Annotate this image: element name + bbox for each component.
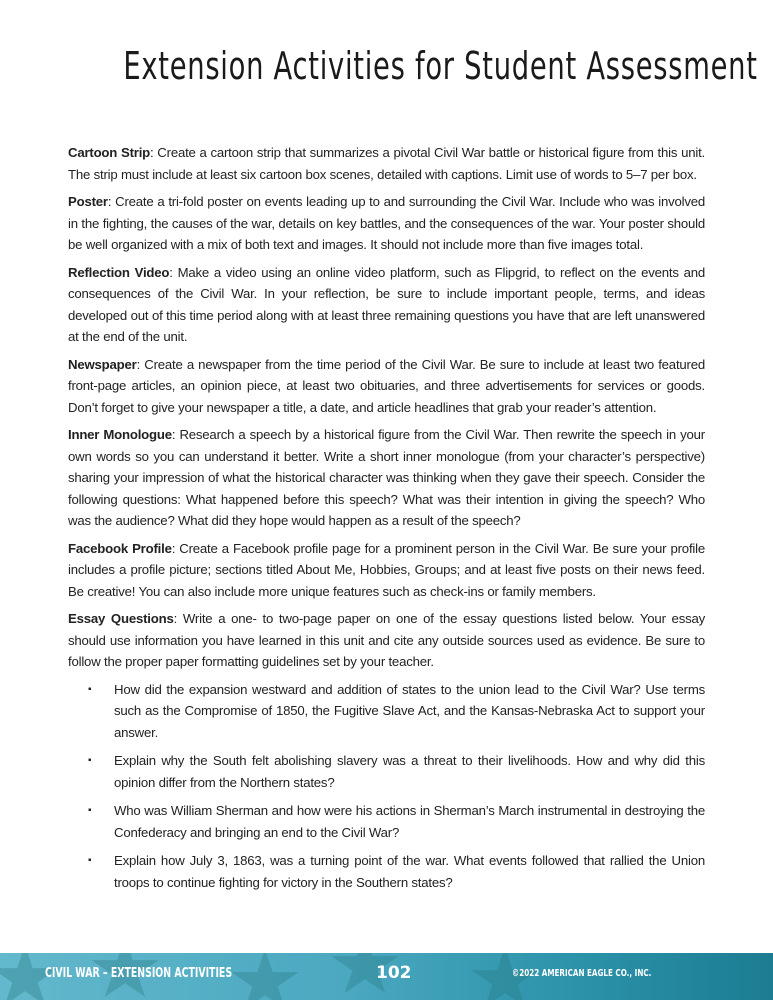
- essay-question-list: [68, 679, 705, 894]
- list-item: [68, 750, 705, 793]
- question-text: Who was William Sherman and how were his actions in Sherman’s March instrumental in destroying the Confederacy and bringing an end to the Civil War?: [114, 803, 705, 840]
- activity-text: : Write a one- to two-page paper on one of the essay questions listed below. Your essay should use information you have learned in this unit and cite any outside sources used as evidence. Be sure to follow the proper paper formatting guidelines set by your teacher.: [68, 611, 706, 669]
- copyright: ©2022 AMERICAN EAGLE CO., INC.: [512, 968, 652, 979]
- page-title-text: Extension Activities for Student Assessment: [123, 44, 758, 88]
- activity-cartoon-strip: [68, 142, 705, 185]
- page-title: [0, 44, 773, 88]
- activity-label: Cartoon Strip: [68, 145, 151, 160]
- activity-reflection-video: [68, 262, 705, 348]
- activity-text: : Create a Facebook profile page for a prominent person in the Civil War. Be sure your profile includes a profile picture; sections titled About Me, Hobbies, Groups; and at least five posts on their news feed. Be creative! You can also include more unique features such as check-ins or family members.: [68, 540, 705, 599]
- activity-text: : Create a tri-fold poster on events leading up to and surrounding the Civil War. Include who was involved in the fighting, the causes of the war, details on key battles, and the consequences of the war. Your poster should be well organized with a mix of both text and images. It should not include more than five images total.: [68, 194, 705, 252]
- activity-essay-questions: [68, 608, 705, 673]
- list-item: [68, 850, 705, 893]
- activity-label: Facebook Profile: [68, 540, 172, 556]
- activity-label: Essay Questions: [68, 611, 174, 626]
- activity-label: Inner Monologue: [68, 427, 172, 442]
- activity-text: : Create a newspaper from the time period of the Civil War. Be sure to include at least two featured front-page articles, an opinion piece, at least two obituaries, and three advertisements for services or goods. Don’t forget to give your newspaper a title, a date, and article headlines that grab your reader’s attention.: [68, 356, 705, 415]
- activity-text: : Make a video using an online video platform, such as Flipgrid, to reflect on the events and consequences of the Civil War. In your reflection, be sure to include important people, terms, and ideas developed out of this time period along with at least three remaining questions you have that are left unanswered at the end of the unit.: [68, 264, 705, 344]
- activity-label: Reflection Video: [68, 264, 170, 280]
- star-icon: [230, 953, 300, 1000]
- page-number: 102: [376, 963, 412, 983]
- list-item: [68, 679, 705, 744]
- activity-text: : Research a speech by a historical figure from the Civil War. Then rewrite the speech in your own words so you can understand it better. Write a short inner monologue (from your character’s perspective) sharing your impression of what the historical character was thinking when they gave their speech. Consider the following questions: What happened before this speech? What was their intention in giving the speech? Who was the audience? What did they hope would happen as a result of the speech?: [68, 427, 705, 528]
- activity-inner-monologue: [68, 424, 705, 532]
- activities-content: [68, 142, 705, 900]
- activity-label: Poster: [68, 194, 108, 209]
- question-text: Explain why the South felt abolishing slavery was a threat to their livelihoods. How and why did this opinion differ from the Northern states?: [114, 753, 705, 790]
- bullet-icon: ▪: [88, 855, 92, 866]
- question-text: Explain how July 3, 1863, was a turning point of the war. What events followed that rallied the Union troops to continue fighting for victory in the Southern states?: [114, 853, 705, 890]
- activity-poster: [68, 191, 705, 256]
- activity-facebook-profile: [68, 538, 705, 603]
- activity-label: Newspaper: [68, 356, 137, 372]
- activity-newspaper: [68, 354, 705, 419]
- bullet-icon: ▪: [88, 805, 92, 816]
- question-text: How did the expansion westward and addition of states to the union lead to the Civil War? Use terms such as the Compromise of 1850, the Fugitive Slave Act, and the Kansas-Nebraska Act to support your answer.: [114, 681, 705, 740]
- list-item: [68, 800, 705, 843]
- activity-text: : Create a cartoon strip that summarizes a pivotal Civil War battle or historical figure from this unit. The strip must include at least six cartoon box scenes, detailed with captions. Limit use of words to 5–7 per box.: [68, 145, 705, 182]
- page-footer: [0, 953, 773, 1000]
- footer-section-title: CIVIL WAR – EXTENSION ACTIVITIES: [45, 966, 233, 981]
- bullet-icon: ▪: [88, 683, 92, 695]
- bullet-icon: ▪: [88, 755, 92, 766]
